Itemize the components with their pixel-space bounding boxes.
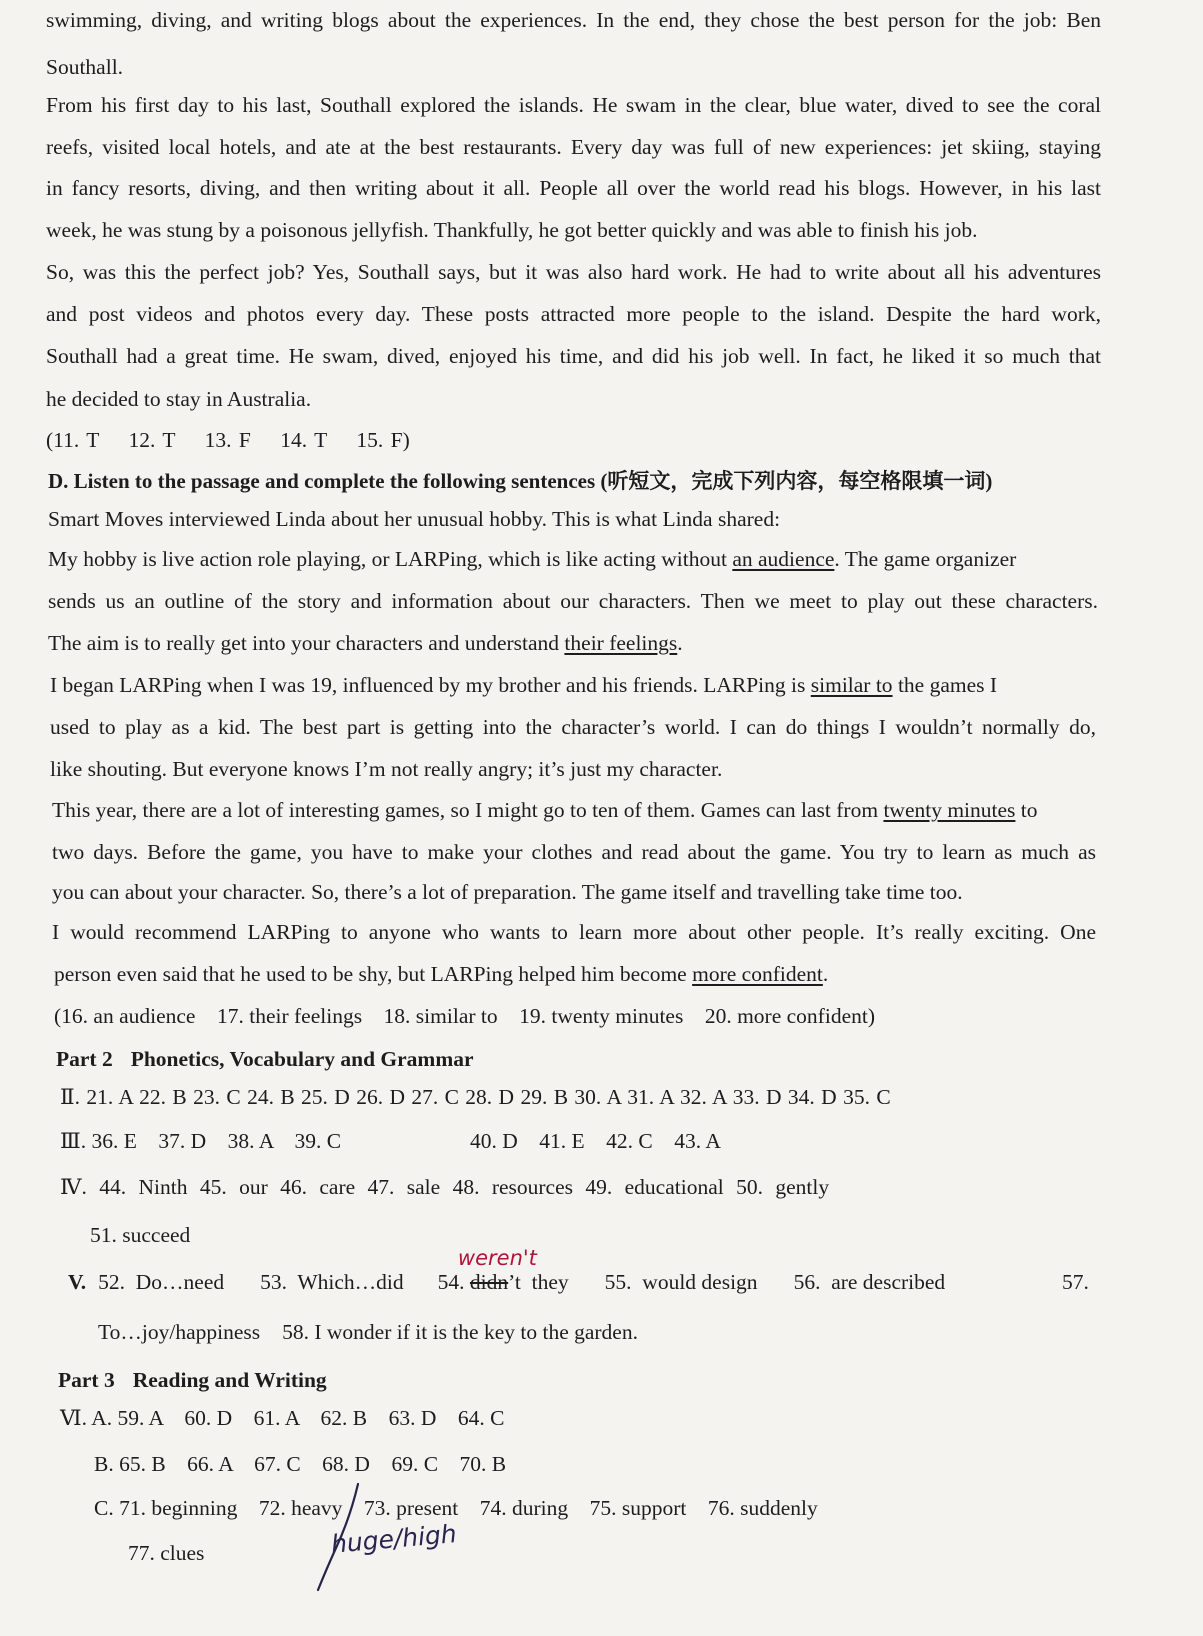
section-d-answers: (16. an audience 17. their feelings 18. similar to 19. twenty minutes 20. more confident) — [54, 1004, 875, 1028]
text-fragment: The aim is to really get into your characters and understand — [48, 631, 565, 655]
passage-c-line-3: From his first day to his last, Southall explored the islands. He swam in the clear, blue water, dived to see the coral — [46, 93, 1101, 117]
text-fragment: This year, there are a lot of interesting games, so I might go to ten of them. Games can last from — [52, 798, 884, 822]
part-title: Phonetics, Vocabulary and Grammar — [130, 1047, 474, 1071]
passage-c-answers: (11. T 12. T 13. F 14. T 15. F) — [46, 428, 410, 452]
section-d-heading: D. Listen to the passage and complete the following sentences (听短文，完成下列内容，每空格限填一词) — [48, 469, 993, 493]
section-v-answers-cont — [98, 1322, 638, 1344]
section-d-line-7 — [52, 800, 1038, 822]
answer-underline-16: an audience — [732, 547, 835, 571]
text-fragment: . — [677, 631, 683, 655]
answer-underline-20: more confident — [692, 962, 823, 986]
part-3-heading — [58, 1370, 327, 1392]
section-v-label: V. — [68, 1270, 87, 1294]
text-fragment: person even said that he used to be shy, but LARPing helped him become — [54, 962, 693, 986]
section-iii-answers-b: 40. D 41. E 42. C 43. A — [470, 1129, 721, 1153]
section-d-line-9: you can about your character. So, there’s a lot of preparation. The game itself and travelling take time too. — [52, 880, 963, 904]
section-vi-b-answers: B. 65. B 66. A 67. C 68. D 69. C 70. B — [94, 1452, 507, 1476]
section-d-line-10: I would recommend LARPing to anyone who wants to learn more about other people. It’s really exciting. One — [52, 920, 1096, 944]
section-d-line-6: like shouting. But everyone knows I’m not really angry; it’s just my character. — [50, 757, 723, 781]
section-vi-c-answers: C. 71. beginning 72. heavy 73. present 74. during 75. support 76. suddenly — [94, 1496, 818, 1520]
text-fragment: I began LARPing when I was 19, influenced by my brother and his friends. LARPing is — [50, 673, 811, 697]
handwritten-answer-72: huge/high — [329, 1519, 458, 1559]
passage-c-line-5: in fancy resorts, diving, and then writing about it all. People all over the world read his blogs. However, in his last — [46, 176, 1101, 200]
section-d-line-5: used to play as a kid. The best part is getting into the character’s world. I can do things I wouldn’t normally do, — [50, 715, 1096, 739]
section-d-line-2: sends us an outline of the story and information about our characters. Then we meet to play out these characters. — [48, 589, 1098, 613]
section-iv-answers: Ⅳ. 44. Ninth 45. our 46. care 47. sale 48. resources 49. educational 50. gently — [60, 1175, 830, 1199]
section-d-intro: Smart Moves interviewed Linda about her unusual hobby. This is what Linda shared: — [48, 507, 781, 531]
passage-c-line-10: he decided to stay in Australia. — [46, 387, 312, 411]
text-fragment: the games I — [892, 673, 998, 697]
answer-56: 56. are described — [793, 1270, 946, 1294]
passage-c-line-6: week, he was stung by a poisonous jellyfish. Thankfully, he got better quickly and was able to finish his job. — [46, 218, 978, 242]
part-number: Part 3 — [58, 1368, 115, 1392]
answer-53: 53. Which…did — [260, 1270, 404, 1294]
passage-c-line-1: swimming, diving, and writing blogs about the experiences. In the end, they chose the best person for the job: Ben — [46, 8, 1101, 32]
struck-word: didn — [469, 1270, 509, 1294]
part-title: Reading and Writing — [132, 1368, 327, 1392]
section-ii-answers: Ⅱ. 21. A 22. B 23. C 24. B 25. D 26. D 27. C 28. D 29. B 30. A 31. A 32. A 33. D 34. D 35. C — [60, 1085, 891, 1109]
section-v-answers — [68, 1246, 946, 1294]
answer-54-rest: ’t they — [508, 1270, 569, 1294]
text-fragment: . — [822, 962, 829, 986]
answer-55: 55. would design — [604, 1270, 758, 1294]
answer-underline-18: similar to — [810, 673, 893, 697]
section-d-line-1 — [48, 549, 1016, 571]
text-fragment: My hobby is live action role playing, or LARPing, which is like acting without — [48, 547, 733, 571]
answer-58: 58. I wonder if it is the key to the garden. — [282, 1320, 638, 1344]
text-fragment: to — [1015, 798, 1038, 822]
answer-52: 52. Do…need — [98, 1270, 225, 1294]
answer-54-number: 54. — [437, 1270, 465, 1294]
part-number: Part 2 — [56, 1047, 113, 1071]
answer-57: To…joy/happiness — [98, 1320, 261, 1344]
section-iv-answer-51: 51. succeed — [90, 1223, 191, 1247]
section-iii-answers-a: Ⅲ. 36. E 37. D 38. A 39. C — [60, 1129, 342, 1153]
answer-underline-19: twenty minutes — [883, 798, 1016, 822]
answer-54-corrected — [457, 1246, 537, 1294]
answer-underline-17: their feelings — [564, 631, 678, 655]
passage-c-line-2: Southall. — [46, 55, 124, 79]
passage-c-line-7: So, was this the perfect job? Yes, Southall says, but it was also hard work. He had to write about all his adventures — [46, 260, 1101, 284]
answer-57-number: 57. — [1062, 1270, 1089, 1294]
passage-c-line-9: Southall had a great time. He swam, dived, enjoyed his time, and did his job well. In fact, he liked it so much that — [46, 344, 1101, 368]
section-vi-a-answers: Ⅵ. A. 59. A 60. D 61. A 62. B 63. D 64. C — [60, 1406, 505, 1430]
section-d-line-8: two days. Before the game, you have to make your clothes and read about the game. You try to learn as much as — [52, 840, 1096, 864]
passage-c-line-4: reefs, visited local hotels, and ate at the best restaurants. Every day was full of new experiences: jet skiing, staying — [46, 135, 1101, 159]
passage-c-line-8: and post videos and photos every day. These posts attracted more people to the island. Despite the hard work, — [46, 302, 1101, 326]
text-fragment: . The game organizer — [834, 547, 1017, 571]
section-d-line-3 — [48, 633, 683, 655]
section-d-line-11 — [54, 964, 828, 986]
handwritten-correction: weren't — [457, 1246, 537, 1270]
part-2-heading — [56, 1049, 474, 1071]
section-d-line-4 — [50, 675, 997, 697]
section-vi-answer-77: 77. clues — [128, 1541, 205, 1565]
